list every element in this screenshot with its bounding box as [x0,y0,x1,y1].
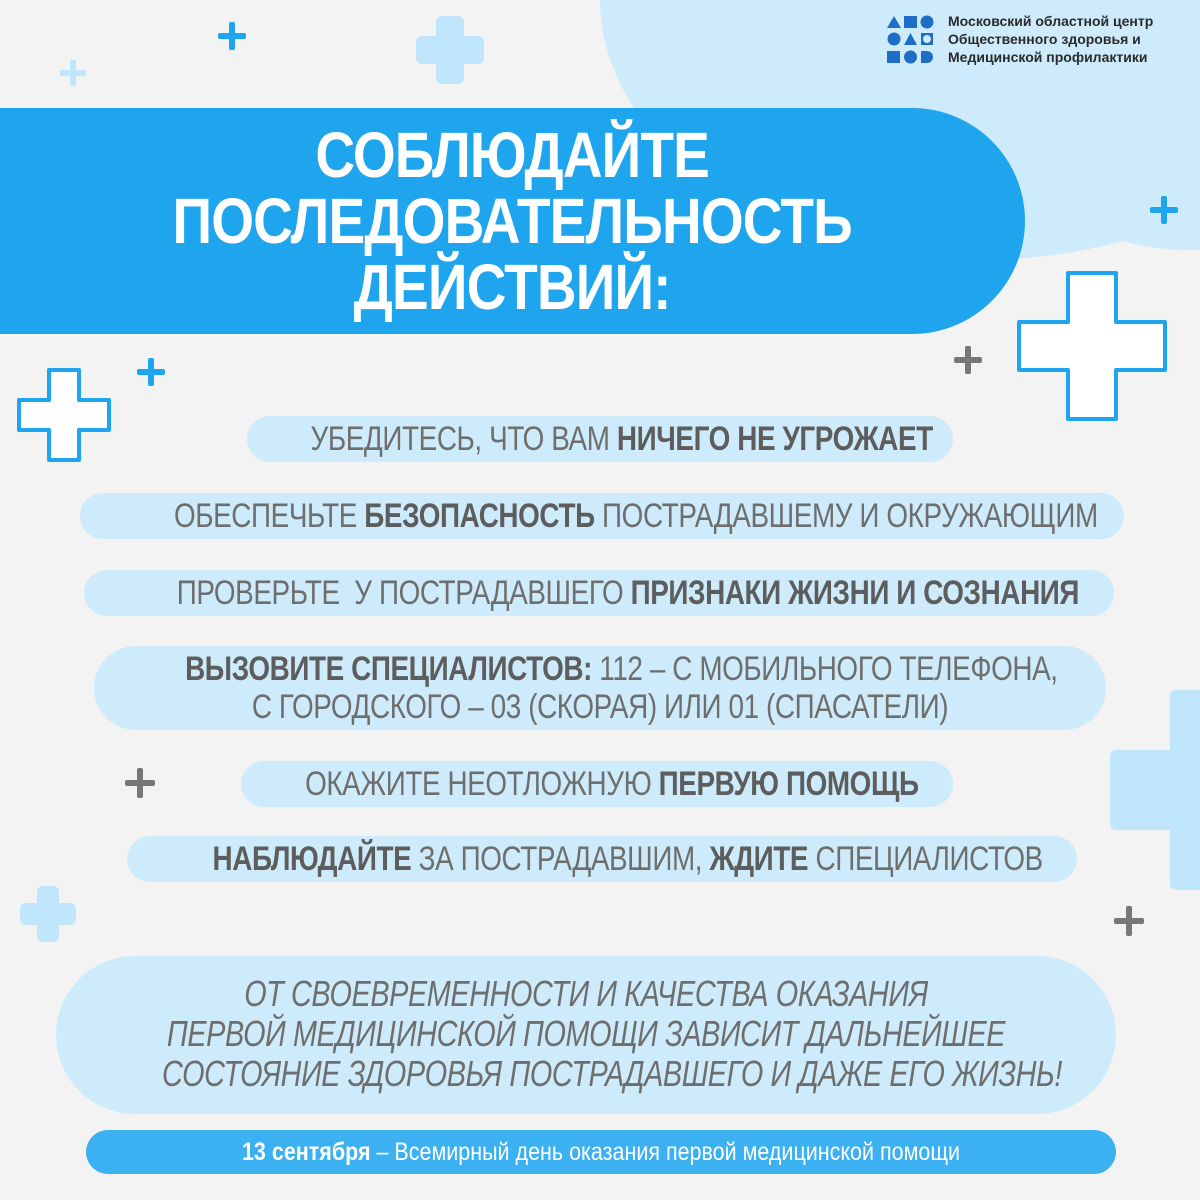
step-emphasis: ПЕРВУЮ ПОМОЩЬ [658,765,919,803]
medical-cross-icon [1110,690,1200,890]
step-emphasis: ЖДИТЕ [709,840,809,878]
outline-cross-icon [16,367,112,463]
org-name-line: Московский областной центр [948,13,1154,29]
title-line: ПОСЛЕДОВАТЕЛЬНОСТЬ [172,185,852,257]
step-text: 112 – С МОБИЛЬНОГО ТЕЛЕФОНА, [591,650,1058,688]
note-line: ОТ СВОЕВРЕМЕННОСТИ И КАЧЕСТВА ОКАЗАНИЯ [244,973,928,1014]
step-emphasis: НАБЛЮДАЙТЕ [212,840,412,878]
org-name-line: Общественного здоровья и [948,31,1141,47]
plus-icon [954,346,982,374]
footer-caption: – Всемирный день оказания первой медицинской помощи [370,1138,961,1166]
note-line: СОСТОЯНИЕ ЗДОРОВЬЯ ПОСТРАДАВШЕГО И ДАЖЕ ЕГО ЖИЗНЬ! [162,1053,1062,1094]
page-title [71,119,953,323]
step-ensure-security [80,493,1124,539]
step-text: ПОСТРАДАВШЕМУ И ОКРУЖАЮЩИМ [594,497,1098,535]
step-check-vitals [84,570,1114,616]
org-logo [886,12,1186,68]
footer-banner [86,1130,1116,1174]
step-text: ОКАЖИТЕ НЕОТЛОЖНУЮ [305,765,659,803]
medical-cross-icon [416,16,484,84]
note-line: ПЕРВОЙ МЕДИЦИНСКОЙ ПОМОЩИ ЗАВИСИТ ДАЛЬНЕЙШЕЕ [166,1013,1006,1054]
step-emphasis: ВЫЗОВИТЕ СПЕЦИАЛИСТОВ: [185,650,592,688]
footer-date: 13 сентября [241,1138,371,1166]
step-text: ЗА ПОСТРАДАВШИМ, [411,840,710,878]
plus-icon [60,60,86,86]
plus-icon [1150,196,1178,224]
step-text: СПЕЦИАЛИСТОВ [808,840,1043,878]
step-text: С ГОРОДСКОГО – 03 (СКОРАЯ) ИЛИ 01 (СПАСАТЕЛИ) [251,688,949,726]
title-line: ДЕЙСТВИЙ: [353,251,671,323]
importance-note [56,956,1116,1114]
step-emphasis: БЕЗОПАСНОСТЬ [364,497,595,535]
step-emphasis: НИЧЕГО НЕ УГРОЖАЕТ [616,420,933,458]
plus-icon [218,22,246,50]
step-text: ПРОВЕРЬТЕ У ПОСТРАДАВШЕГО [176,574,631,612]
step-check-safety [247,416,953,462]
medical-cross-icon [20,886,76,942]
plus-icon [137,358,165,386]
step-emphasis: ПРИЗНАКИ ЖИЗНИ И СОЗНАНИЯ [630,574,1080,612]
step-first-aid [241,761,953,807]
moscow-public-health-center-logo-icon [886,14,936,64]
org-name [948,12,1153,66]
org-name-line: Медицинской профилактики [948,49,1148,65]
step-text: ОБЕСПЕЧЬТЕ [173,497,365,535]
outline-cross-icon [1016,270,1168,422]
plus-icon [125,768,155,798]
step-text: УБЕДИТЕСЬ, ЧТО ВАМ [310,420,617,458]
step-observe-wait [127,836,1077,882]
plus-icon [1114,906,1144,936]
step-call-specialists [94,646,1106,730]
title-line: СОБЛЮДАЙТЕ [315,119,709,191]
